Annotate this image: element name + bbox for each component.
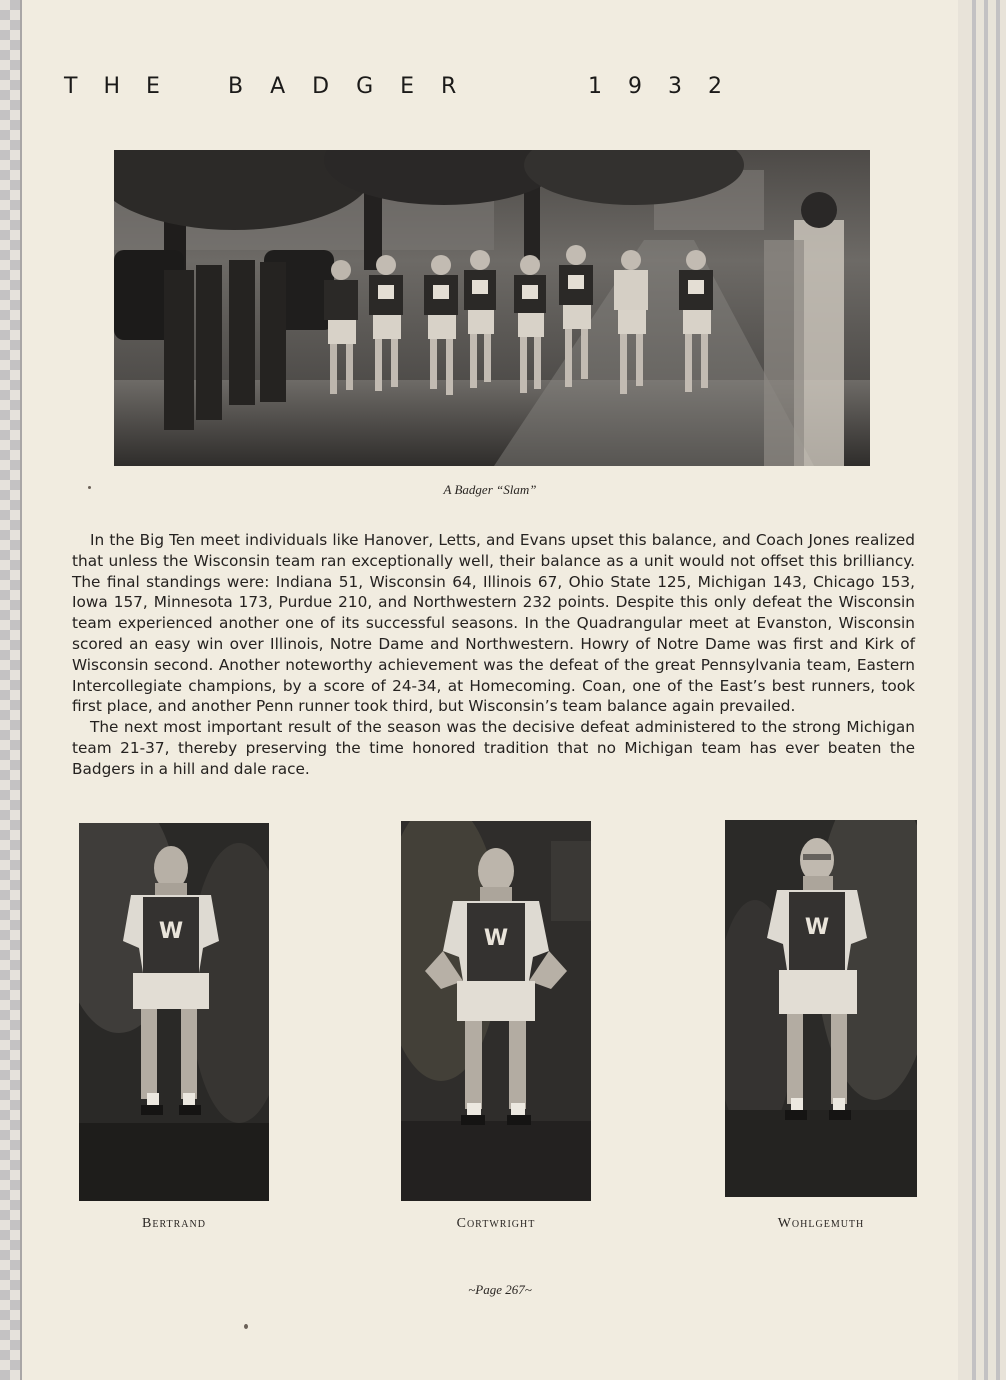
race-photo	[114, 150, 870, 466]
page-number: ~Page 267~	[468, 1282, 532, 1297]
right-border-line	[984, 0, 988, 1380]
jersey-letter: W	[804, 915, 830, 940]
page-header	[64, 74, 748, 104]
portrait-wohlgemuth	[725, 820, 917, 1197]
paper-speck	[244, 1324, 248, 1329]
paragraph: In the Big Ten meet individuals like Hanover, Letts, and Evans upset this balance, and Coach Jones realized that unless the Wisconsin team ran exceptionally well, their balance as a unit would not offset this brilliancy. The final standings were: Indiana 51, Wisconsin 64, Illinois 67, Ohio State 125, Michigan 143, Chicago 153, Iowa 157, Minnesota 173, Purdue 210, and Northwestern 232 points. Despite this only defeat the Wisconsin team experienced another one of its successful seasons. In the Quadrangular meet at Evanston, Wisconsin scored an easy win over Illinois, Notre Dame and Northwestern. Howry of Notre Dame was first and Kirk of Wisconsin second. Another noteworthy achievement was the defeat of the great Pennsylvania team, Eastern Intercollegiate champions, by a score of 24-34, at Homecoming. Coan, one of the East’s best runners, took first place, and another Penn runner took third, but Wisconsin’s team balance again prevailed.	[72, 531, 915, 716]
decorative-left-border	[0, 0, 20, 1380]
race-photo-illustration	[114, 150, 870, 466]
photo-caption: A Badger “Slam”	[443, 482, 537, 497]
portrait-name-cortwright: Cortwright	[456, 1216, 536, 1231]
runner-portrait-illustration	[401, 821, 591, 1201]
article-text	[72, 530, 915, 780]
right-border-line	[996, 0, 1000, 1380]
header-word-badger: BADGER	[228, 74, 484, 99]
runner-portrait-illustration	[725, 820, 917, 1197]
paper-speck	[88, 486, 91, 489]
paragraph: The next most important result of the season was the decisive defeat administered to the strong Michigan team 21-37, thereby preserving the time honored tradition that no Michigan team has ever beaten the Badgers in a hill and dale race.	[72, 718, 915, 778]
portrait-bertrand	[79, 823, 269, 1201]
jersey-letter: W	[158, 919, 184, 944]
portrait-name-wohlgemuth: Wohlgemuth	[777, 1216, 865, 1231]
right-border-line	[972, 0, 976, 1380]
jersey-letter: W	[483, 926, 509, 951]
portrait-cortwright	[401, 821, 591, 1201]
header-word-the: THE	[64, 74, 186, 99]
runner-portrait-illustration	[79, 823, 269, 1201]
header-year: 1932	[588, 74, 748, 99]
left-border-rule	[20, 0, 22, 1380]
portrait-name-bertrand: Bertrand	[142, 1216, 206, 1231]
